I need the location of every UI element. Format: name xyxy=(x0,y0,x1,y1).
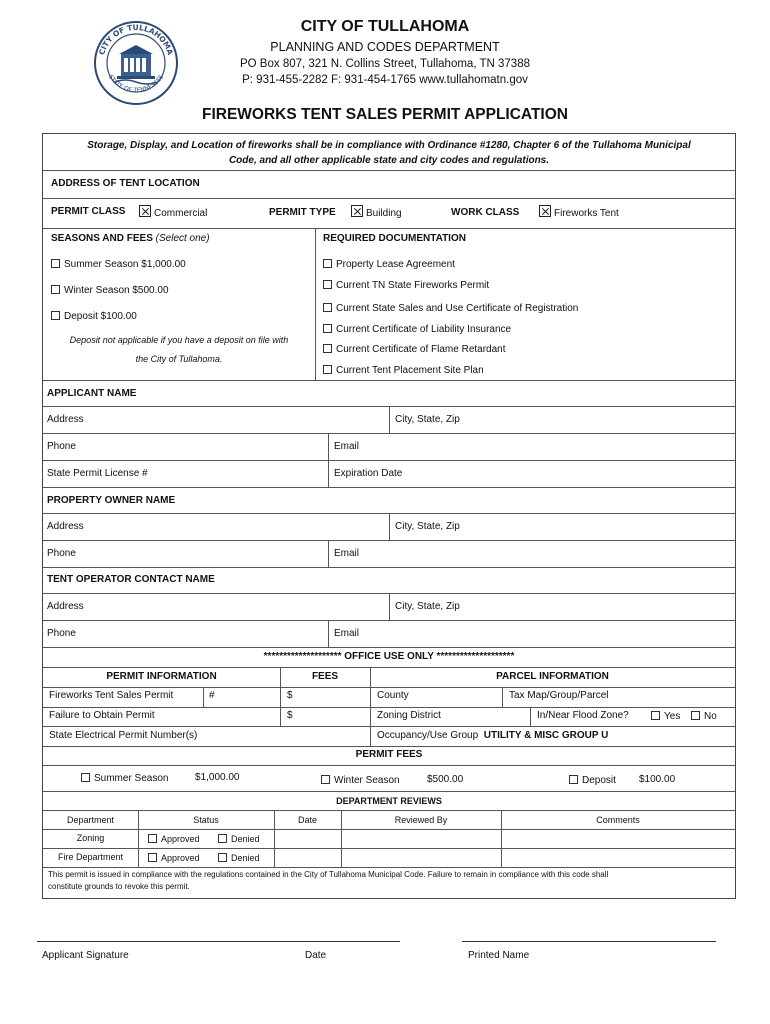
disclaimer-line-1: This permit is issued in compliance with the regulations contained in the City of Tullahoma Municipal Code. Failure to remain in compliance with this code shall xyxy=(48,870,609,879)
fireworks-permit-number-field[interactable]: # xyxy=(209,690,215,701)
checkbox-icon xyxy=(323,344,332,353)
signature-line[interactable] xyxy=(37,941,400,942)
checkbox-icon xyxy=(321,775,330,784)
owner-address-field[interactable]: Address xyxy=(47,521,84,532)
col-comments: Comments xyxy=(596,815,640,825)
operator-address-field[interactable]: Address xyxy=(47,601,84,612)
seal-bottom-text: STATE OF TENNESSEE xyxy=(106,73,166,95)
seal-top-text: CITY OF TULLAHOMA xyxy=(97,22,175,57)
fee-deposit-checkbox[interactable]: Deposit xyxy=(569,775,616,786)
checkbox-icon xyxy=(323,303,332,312)
department-contact: P: 931-455-2282 F: 931-454-1765 www.tullahomatn.gov xyxy=(242,74,528,86)
fee-winter-checkbox[interactable]: Winter Season xyxy=(321,775,400,786)
zoning-denied-checkbox[interactable]: Denied xyxy=(218,834,260,844)
deposit-note-line-2: the City of Tullahoma. xyxy=(135,354,223,364)
permit-type-value: Building xyxy=(366,208,402,219)
notice-line-1: Storage, Display, and Location of fireworks shall be in compliance with Ordinance #1280, Chapter 6 of the Tullahoma Municipal xyxy=(87,140,691,151)
summer-season-checkbox[interactable]: Summer Season $1,000.00 xyxy=(51,259,186,270)
printed-name-line[interactable] xyxy=(462,941,716,942)
zoning-approved-checkbox[interactable]: Approved xyxy=(148,834,200,844)
review-zoning-label: Zoning xyxy=(76,833,105,843)
failure-fee-field[interactable]: $ xyxy=(287,710,293,721)
zoning-district-field[interactable]: Zoning District xyxy=(377,710,441,721)
notice-line-2: Code, and all other applicable state and city codes and regulations. xyxy=(228,155,550,166)
checkbox-icon xyxy=(148,853,157,862)
col-reviewed-by: Reviewed By xyxy=(394,815,448,825)
applicant-city-field[interactable]: City, State, Zip xyxy=(395,414,460,425)
failure-to-obtain-label: Failure to Obtain Permit xyxy=(49,710,155,721)
fire-denied-checkbox[interactable]: Denied xyxy=(218,853,260,863)
deposit-note-line-1: Deposit not applicable if you have a deposit on file with xyxy=(69,335,289,345)
permit-fees-header: PERMIT FEES xyxy=(355,749,423,760)
review-fire-label: Fire Department xyxy=(57,852,124,862)
owner-email-field[interactable]: Email xyxy=(334,548,360,559)
checkbox-icon xyxy=(323,324,332,333)
checked-x-icon xyxy=(351,205,363,217)
flood-zone-label: In/Near Flood Zone? xyxy=(537,710,629,721)
applicant-name-field[interactable]: APPLICANT NAME xyxy=(47,388,137,399)
permit-class-value: Commercial xyxy=(154,208,208,219)
applicant-phone-field[interactable]: Phone xyxy=(47,441,76,452)
work-class-value: Fireworks Tent xyxy=(554,208,619,219)
work-class-checkbox[interactable] xyxy=(539,205,619,219)
fee-summer-amount: $1,000.00 xyxy=(195,772,240,783)
checkbox-icon xyxy=(569,775,578,784)
doc-lease-checkbox[interactable]: Property Lease Agreement xyxy=(323,259,455,270)
signature-date-label: Date xyxy=(305,950,327,961)
permit-type-checkbox[interactable] xyxy=(351,205,402,219)
checkbox-icon xyxy=(323,259,332,268)
col-date: Date xyxy=(297,815,317,825)
department-address: PO Box 807, 321 N. Collins Street, Tullahoma, TN 37388 xyxy=(240,58,530,70)
checkbox-icon xyxy=(51,259,60,268)
checked-x-icon xyxy=(139,205,151,217)
electrical-permit-field[interactable]: State Electrical Permit Number(s) xyxy=(49,730,198,741)
expiration-date-field[interactable]: Expiration Date xyxy=(334,468,403,479)
checkbox-icon xyxy=(51,285,60,294)
permit-class-checkbox[interactable] xyxy=(139,205,207,219)
fee-summer-checkbox[interactable]: Summer Season xyxy=(81,773,168,784)
checkbox-icon xyxy=(148,834,157,843)
checkbox-icon xyxy=(218,834,227,843)
applicant-signature-label: Applicant Signature xyxy=(42,950,129,961)
checkbox-icon xyxy=(691,711,700,720)
fireworks-permit-fee-field[interactable]: $ xyxy=(287,690,293,701)
required-docs-label: REQUIRED DOCUMENTATION xyxy=(323,233,466,244)
county-field[interactable]: County xyxy=(377,690,409,701)
property-owner-name-field[interactable]: PROPERTY OWNER NAME xyxy=(47,495,176,506)
checkbox-icon xyxy=(323,365,332,374)
fire-approved-checkbox[interactable]: Approved xyxy=(148,853,200,863)
tax-map-field[interactable]: Tax Map/Group/Parcel xyxy=(509,690,609,701)
city-title: CITY OF TULLAHOMA xyxy=(300,18,470,35)
col-status: Status xyxy=(193,815,219,825)
work-class-label: WORK CLASS xyxy=(451,207,520,218)
operator-city-field[interactable]: City, State, Zip xyxy=(395,601,460,612)
fee-winter-amount: $500.00 xyxy=(427,774,464,785)
doc-tn-permit-checkbox[interactable]: Current TN State Fireworks Permit xyxy=(323,280,489,291)
operator-email-field[interactable]: Email xyxy=(334,628,360,639)
permit-info-header: PERMIT INFORMATION xyxy=(106,671,217,682)
permit-application-form xyxy=(42,133,736,899)
owner-phone-field[interactable]: Phone xyxy=(47,548,76,559)
department-reviews-header: DEPARTMENT REVIEWS xyxy=(336,796,442,806)
flood-yes-checkbox[interactable]: Yes xyxy=(651,711,680,722)
department-name: PLANNING AND CODES DEPARTMENT xyxy=(270,40,500,54)
checkbox-icon xyxy=(218,853,227,862)
checkbox-icon xyxy=(323,280,332,289)
tent-address-label[interactable]: ADDRESS OF TENT LOCATION xyxy=(51,178,200,189)
doc-sales-cert-checkbox[interactable]: Current State Sales and Use Certificate of Registration xyxy=(323,303,578,314)
tent-operator-name-field[interactable]: TENT OPERATOR CONTACT NAME xyxy=(47,574,215,585)
deposit-checkbox[interactable]: Deposit $100.00 xyxy=(51,311,137,322)
doc-liability-checkbox[interactable]: Current Certificate of Liability Insurance xyxy=(323,324,511,335)
printed-name-label: Printed Name xyxy=(468,950,530,961)
checkbox-icon xyxy=(51,311,60,320)
parcel-info-header: PARCEL INFORMATION xyxy=(496,671,609,682)
fee-deposit-amount: $100.00 xyxy=(639,774,676,785)
state-permit-license-field[interactable]: State Permit License # xyxy=(47,468,148,479)
occupancy-group: Occupancy/Use Group UTILITY & MISC GROUP U xyxy=(377,730,609,741)
operator-phone-field[interactable]: Phone xyxy=(47,628,76,639)
checkbox-icon xyxy=(81,773,90,782)
winter-season-checkbox[interactable]: Winter Season $500.00 xyxy=(51,285,169,296)
office-use-banner: ******************** OFFICE USE ONLY ******************** xyxy=(263,651,515,662)
doc-flame-checkbox[interactable]: Current Certificate of Flame Retardant xyxy=(323,344,506,355)
seasons-label: SEASONS AND FEES (Select one) xyxy=(51,233,210,244)
owner-city-field[interactable]: City, State, Zip xyxy=(395,521,460,532)
checked-x-icon xyxy=(539,205,551,217)
checkbox-icon xyxy=(651,711,660,720)
doc-site-plan-checkbox[interactable]: Current Tent Placement Site Plan xyxy=(323,365,484,376)
fees-header: FEES xyxy=(311,671,339,682)
applicant-email-field[interactable]: Email xyxy=(334,441,360,452)
permit-type-label: PERMIT TYPE xyxy=(269,207,336,218)
applicant-address-field[interactable]: Address xyxy=(47,414,84,425)
disclaimer-line-2: constitute grounds to revoke this permit. xyxy=(48,882,190,891)
flood-no-checkbox[interactable]: No xyxy=(691,711,717,722)
form-title: FIREWORKS TENT SALES PERMIT APPLICATION xyxy=(202,106,568,123)
col-department: Department xyxy=(66,815,115,825)
permit-class-label: PERMIT CLASS xyxy=(51,206,126,217)
fireworks-permit-label: Fireworks Tent Sales Permit xyxy=(49,690,174,701)
